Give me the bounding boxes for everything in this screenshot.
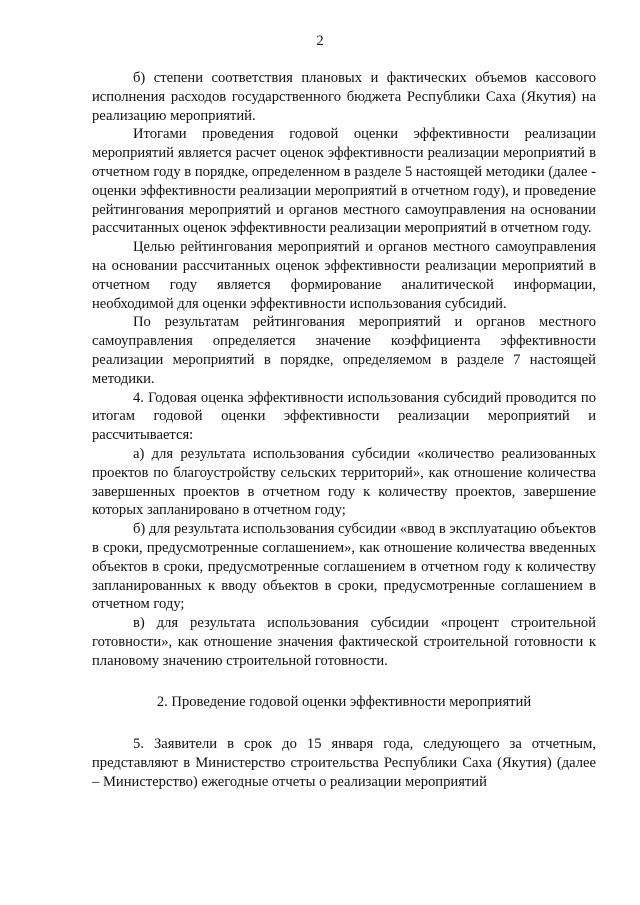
paragraph-annual-evaluation-results: Итогами проведения годовой оценки эффективности реализации мероприятий является расчет оценок эффективности реализации мероприятий в отчетном году в порядке, определенном в разделе 5 настоящей методики (далее - оценки эффективности реализации мероприятий в отчетном году), и проведение рейтингования мероприятий и органов местного самоуправления на основании рассчитанных оценок эффективности реализации мероприятий в отчетном году. — [92, 126, 596, 237]
paragraph-rating-outcome: По результатам рейтингования мероприятий и органов местного самоуправления определяется значение коэффициента эффективности реализации мероприятий в порядке, определяемом в разделе 7 настоящей методики. — [92, 314, 596, 387]
paragraph-b-commissioning: б) для результата использования субсидии «ввод в эксплуатацию объектов в сроки, предусмотренные соглашением», как отношение количества введенных объектов в сроки, предусмотренные соглашением в отчетном году к количеству запланированных к вводу объектов в сроки, предусмотренные соглашением в отчетном году; — [92, 521, 596, 613]
paragraph-4-subsidy-evaluation: 4. Годовая оценка эффективности использования субсидий проводится по итогам годовой оценки эффективности реализации мероприятий и рассчитывается: — [92, 389, 596, 444]
paragraph-c-construction-readiness: в) для результата использования субсидии «процент строительной готовности», как отношение значения фактической строительной готовности к плановому значению строительной готовности. — [92, 615, 596, 669]
page-number: 2 — [316, 33, 324, 49]
paragraph-a-projects-count: а) для результата использования субсидии «количество реализованных проектов по благоустройству сельских территорий», как отношение количества завершенных проектов в отчетном году к количеству проектов, завершение которых запланировано в отчетном году; — [92, 445, 596, 519]
document-body — [92, 69, 596, 792]
paragraph-rating-purpose: Целью рейтингования мероприятий и органов местного самоуправления на основании рассчитанных оценок эффективности реализации мероприятий в отчетном году является формирование аналитической информации, необходимой для оценки эффективности использования субсидий. — [92, 239, 596, 312]
paragraph-b-cash-execution: б) степени соответствия плановых и фактических объемов кассового исполнения расходов государственного бюджета Республики Саха (Якутия) на реализацию мероприятий. — [92, 70, 596, 124]
paragraph-5-reports: 5. Заявители в срок до 15 января года, следующего за отчетным, представляют в Министерство строительства Республики Саха (Якутия) (далее – Министерство) ежегодные отчеты о реализации мероприятий — [92, 736, 596, 790]
section-heading: 2. Проведение годовой оценки эффективности мероприятий — [156, 693, 532, 710]
